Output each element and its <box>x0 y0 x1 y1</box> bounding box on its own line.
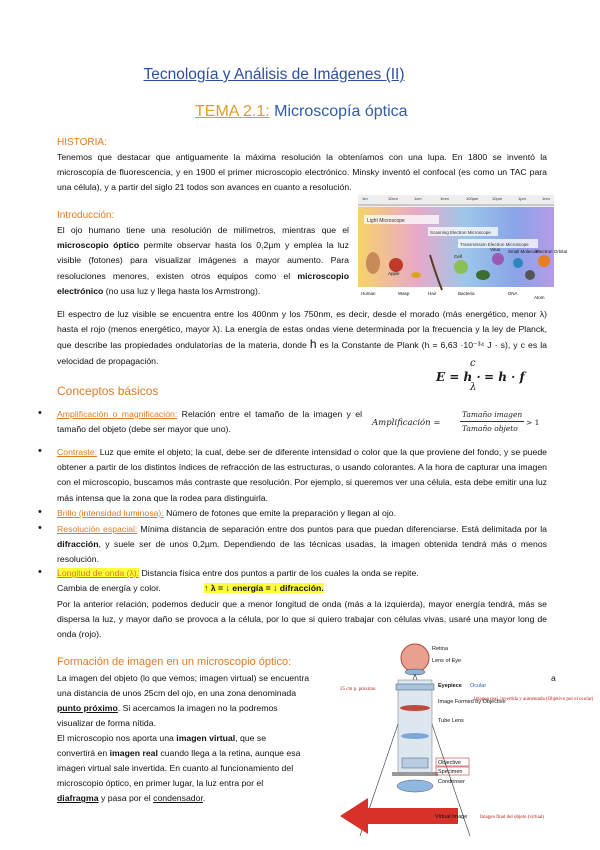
svg-text:10µm: 10µm <box>492 196 503 201</box>
label-objective: Objective <box>438 760 461 766</box>
label-dna: DNA <box>508 291 518 296</box>
label-small-molecule: Small Molecule <box>508 249 539 254</box>
topic-name: Microscopía óptica <box>269 103 408 120</box>
formacion-line-5: El microscopio nos aporta una imagen virtual, que se <box>57 733 267 743</box>
formacion-line-6: convertirá en imagen real cuando llega a la retina, aunque esa <box>57 748 301 758</box>
longitud-item: Longitud de onda (λ): Distancia física entre dos puntos a partir de los cuales la onda se repite. <box>57 568 419 578</box>
label-atom: Atom <box>534 295 545 300</box>
svg-text:1cm: 1cm <box>414 196 422 201</box>
energy-formula: c E = h · λ = h · f <box>436 358 525 393</box>
intro-heading: Introducción: <box>57 210 115 221</box>
label-apple: Apple <box>388 271 400 276</box>
label-wasp: Wasp <box>398 291 410 296</box>
document-title: Tecnología y Análisis de Imágenes (II) <box>143 66 405 83</box>
label-bacteria: Bacteria <box>458 291 475 296</box>
label-eyepiece: Eyepiece <box>438 683 462 689</box>
conceptos-heading: Conceptos básicos <box>57 384 159 398</box>
longitud-line2: Cambia de energía y color. <box>57 583 161 593</box>
label-ocular: Ocular <box>470 683 487 689</box>
label-tube: Tube Lens <box>438 718 464 724</box>
label-real-note: Imagen real, invertida y aumentada (Objetivo por el ocular) <box>474 697 594 702</box>
label-lens: Lens of Eye <box>432 658 462 664</box>
intro-paragraph: El ojo humano tiene una resolución de milímetros, mientras que el microscopio óptico permite observar hasta los 0,2µm y emplea la luz visible (fotones) para visualizar imágenes a mayor aumento. Para resoluciones menores, existen otros equipos como el microscopio electrónico (no usa luz y llega hasta los Armstrong). <box>57 225 349 296</box>
bullet-icon: • <box>38 407 42 419</box>
label-electron-orbital: Electron Orbital <box>536 249 568 254</box>
caption-2: Scanning Electron Microscope <box>430 230 491 235</box>
svg-text:1µm: 1µm <box>518 196 526 201</box>
spectrum-paragraph: El espectro de luz visible se encuentra entre los 400nm y los 750nm, es decir, desde el morado (más energético, menor λ) hasta el rojo (menos energético, mayor λ). La energía de estas ondas viene determinada por la frecuencia y la ley de Planck, que describe las propiedades ondulatorias de la materia, donde h es la Constante de Plank (h = 6,63 ·10⁻³⁴ J · s), y c es la velocidad de propagación. <box>57 309 548 366</box>
historia-text: Tenemos que destacar que antiguamente la máxima resolución la obteníamos con una lupa. En 1800 se inventó la microscopía de fluorescencia, y en 1900 el primer microscopio electrónico. Minsky inventó el confocal (es como un TAC para una célula), y a partir del siglo 21 todos son avances en cuanto a resolución. <box>57 152 547 193</box>
svg-text:1nm: 1nm <box>542 196 550 201</box>
formacion-line-8: microscopio óptico, en primer lugar, la luz entra por el <box>57 778 264 788</box>
label-virtual-note: Imagen final del objeto (virtual) <box>480 815 545 820</box>
topic-title <box>195 103 408 121</box>
formacion-line-3: punto próximo. Si acercamos la imagen no la podremos <box>57 703 278 713</box>
contraste-item: Contraste: Luz que emite el objeto; la cual, debe ser de diferente intensidad o color que la que proviene del fondo, y se puede obtener a partir de los distintos índices de refracción de las estructuras, o usando colorantes. A la hora de capturar una imagen con el microscopio, buscamos más contraste que resolución. Por ejemplo, si queremos ver una célula, esta debe emitir una luz más intensa que la zona que la rodea para distinguirla. <box>57 447 547 503</box>
label-human: Human <box>361 291 376 296</box>
formacion-line-1: La imagen del objeto (lo que vemos; imagen virtual) se encuentra <box>57 673 310 683</box>
label-distance: 25 cm p. próximo <box>340 687 376 692</box>
svg-text:10cm: 10cm <box>388 196 398 201</box>
historia-heading: HISTORIA: <box>57 137 107 148</box>
resolucion-item: Resolución espacial: Mínima distancia de separación entre dos puntos para que puedan diferenciarse. Está delimitada por la difracción, y suele ser de unos 0,2µm. Dependiendo de las técnicas usadas, la imagen obtenida tendrá más o menos resolución. <box>57 524 547 565</box>
svg-text:100µm: 100µm <box>466 196 479 201</box>
svg-text:1mm: 1mm <box>440 196 449 201</box>
label-specimen: Specimen <box>438 769 463 775</box>
label-virus: Virus <box>490 247 501 252</box>
caption-1: Light Microscope <box>367 218 405 224</box>
formacion-line-9: diafragma y pasa por el condensador. <box>57 793 206 803</box>
label-cell: Cell <box>454 254 462 259</box>
microscope-diagram <box>340 640 594 845</box>
label-retina: Retina <box>432 646 448 652</box>
amplification-formula: Amplificación = Tamaño imagen Tamaño objeto > 1 <box>372 410 540 433</box>
svg-text:1m: 1m <box>362 196 368 201</box>
formacion-heading: Formación de imagen en un microscopio óptico: <box>57 656 292 668</box>
label-condenser: Condenser <box>438 779 465 785</box>
longitud-relation: ↑ λ = ↓ energía = ↓ difracción. <box>204 583 324 593</box>
longitud-paragraph: Por la anterior relación, podemos deducir que a menor longitud de onda (más a la izquierda), mayor energía tendrá, más se dispersa la luz, y mayor daño se provoca a la célula, por lo que si quiero trabajar con células vivas, usaré una mayor long de onda (rojo). <box>57 599 547 640</box>
formacion-line-1-end: a <box>551 673 556 683</box>
formacion-line-4: visualizar de forma nítida. <box>57 718 156 728</box>
amplificacion-item: Amplificación o magnificación: Relación entre el tamaño de la imagen y el tamaño del objeto (debe ser mayor que uno). <box>57 409 363 435</box>
caption-3: Transmission Electron Microscope <box>460 242 529 247</box>
size-scale-figure <box>358 195 568 303</box>
formacion-line-7: imagen virtual sale invertida. En cuanto al funcionamiento del <box>57 763 294 773</box>
label-virtual: Virtual Image <box>435 814 468 820</box>
topic-number: TEMA 2.1: <box>195 103 270 120</box>
brillo-item: Brillo (intensidad luminosa): Número de fotones que emite la preparación y llegan al ojo. <box>57 508 397 518</box>
label-hair: Hair <box>428 291 437 296</box>
formacion-line-2: una distancia de unos 25cm del ojo, en una zona denominada <box>57 688 297 698</box>
label-formed: Image Formed by Objective <box>438 699 506 705</box>
